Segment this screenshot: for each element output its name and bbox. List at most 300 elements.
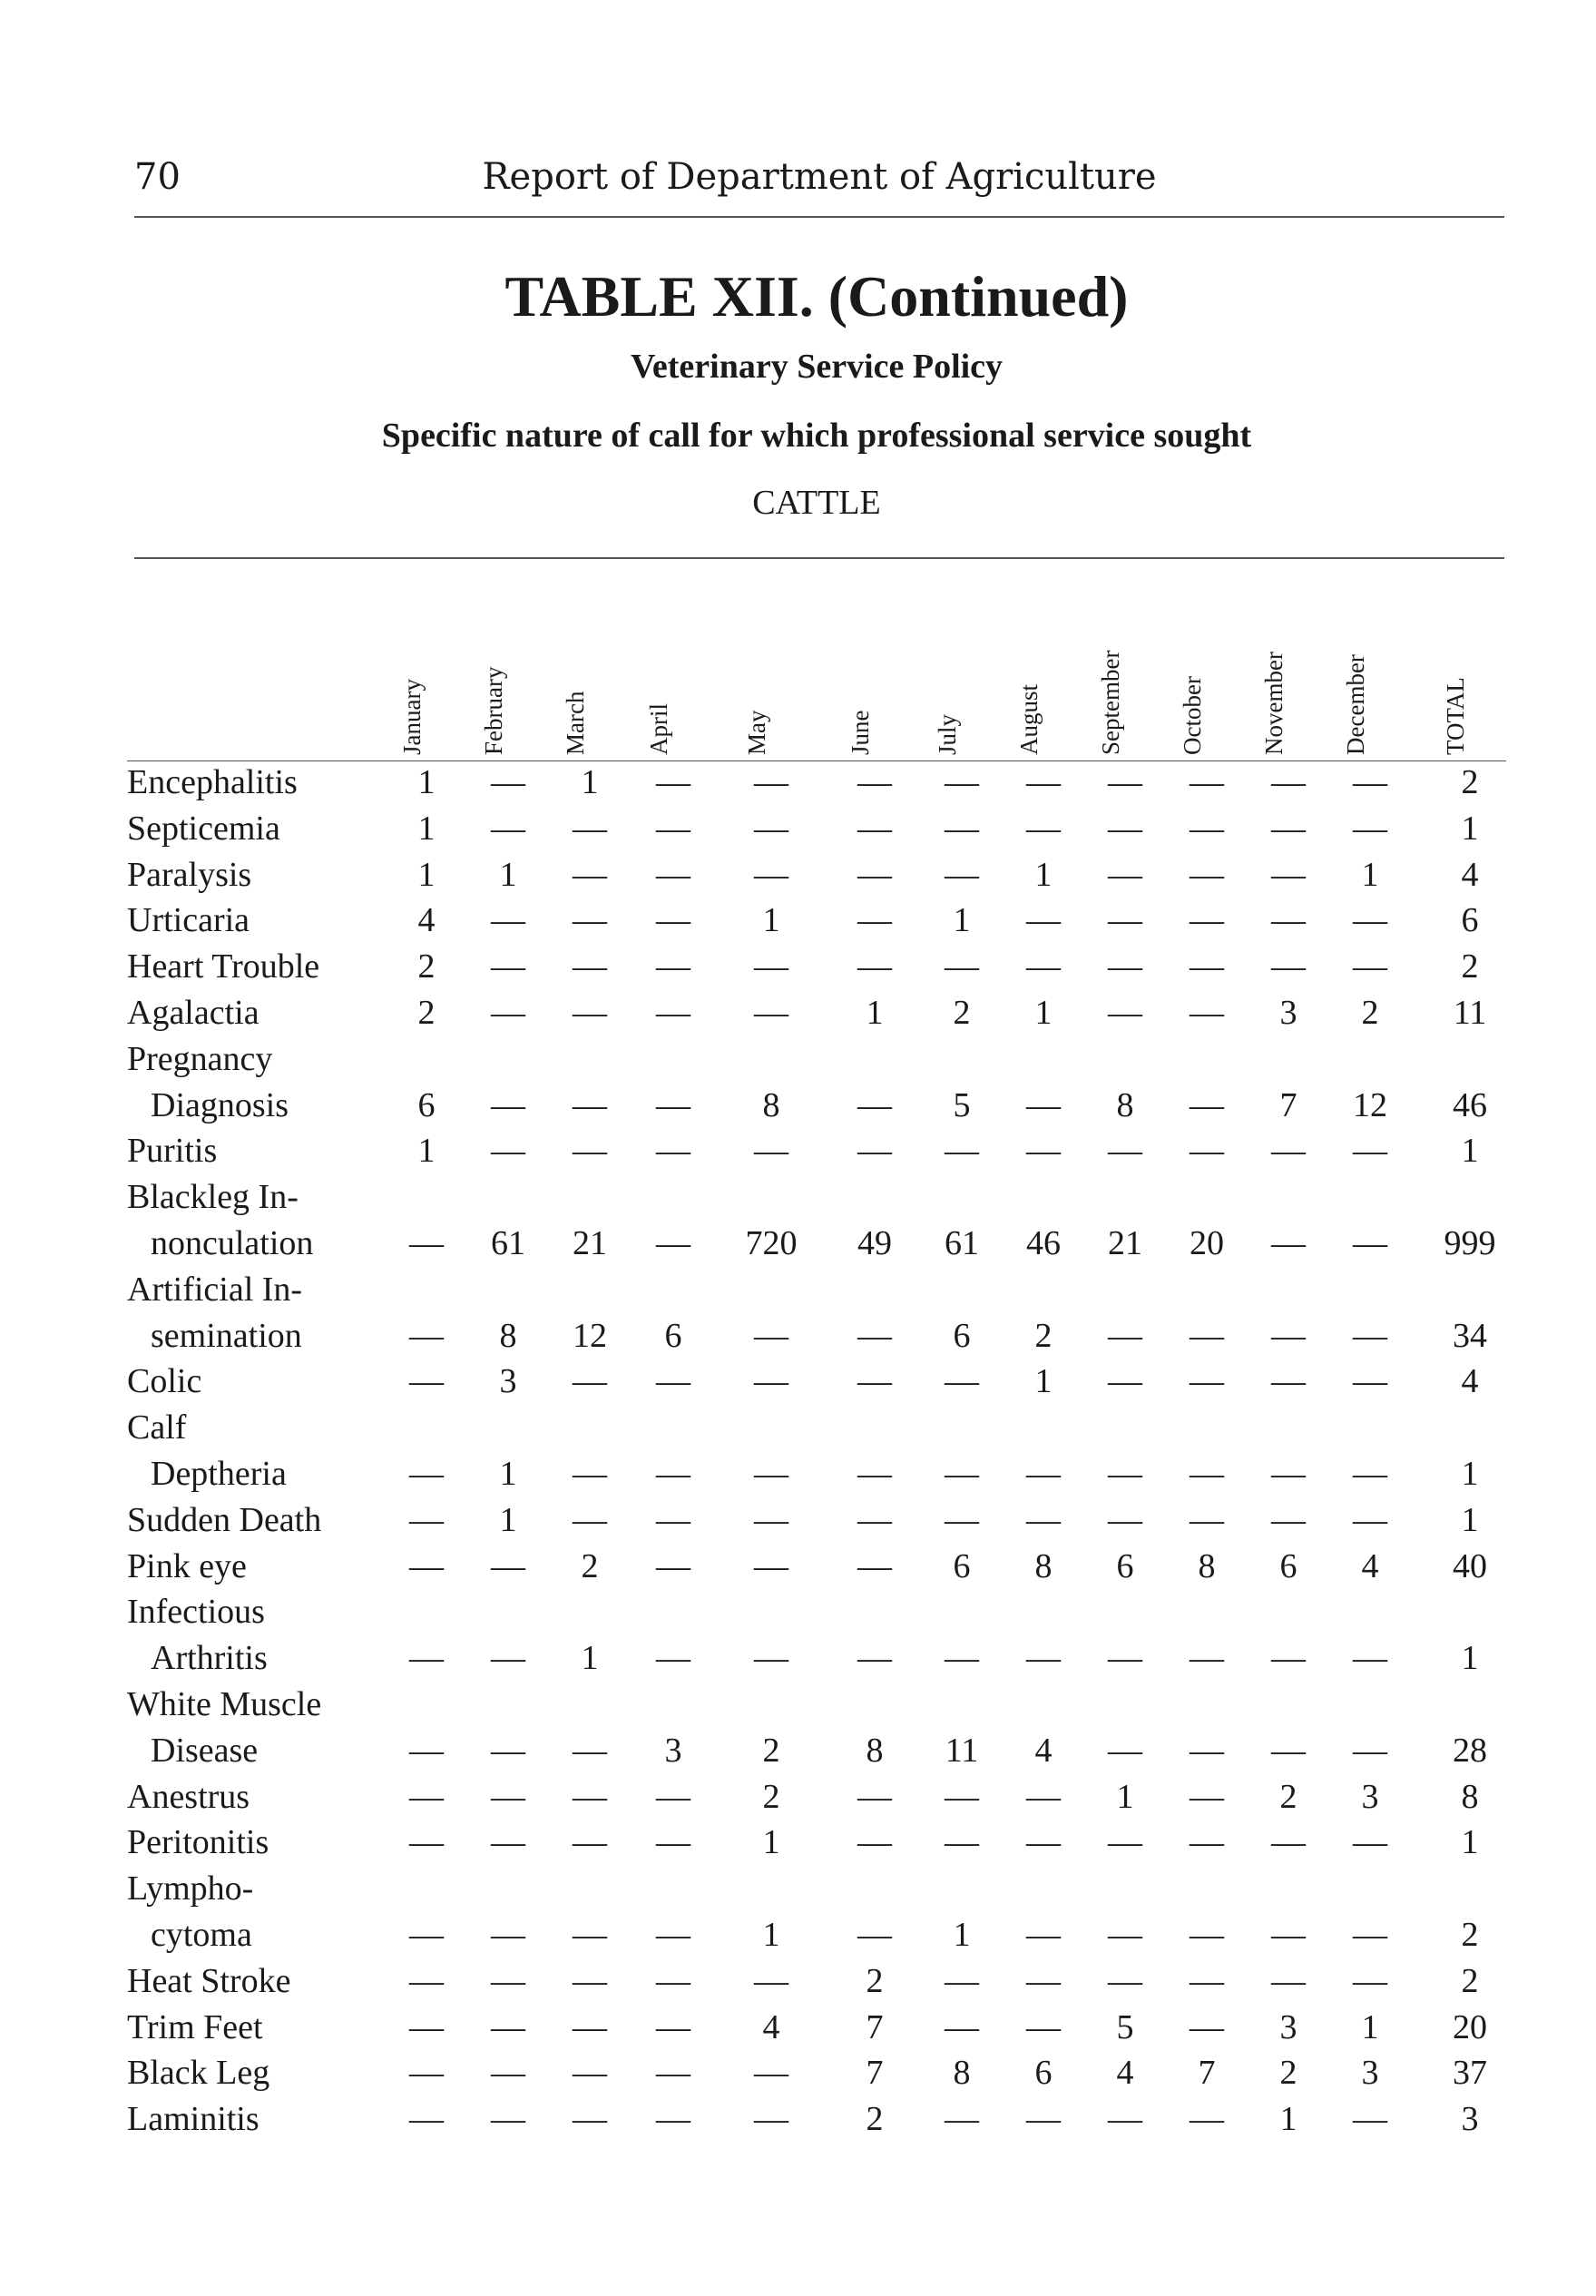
- table-cell: —: [656, 1224, 690, 1262]
- row-label: Disease: [151, 1731, 259, 1770]
- table-cell: 1: [1461, 809, 1479, 848]
- table-cell: 6: [1461, 901, 1479, 940]
- table-cell: —: [857, 1546, 892, 1585]
- table-cell: —: [945, 1500, 979, 1539]
- table-cell: —: [1271, 855, 1306, 894]
- table-cell: 8: [762, 1085, 780, 1124]
- table-cell: 4: [762, 2007, 780, 2046]
- table-cell: 1: [866, 994, 884, 1032]
- row-label: Heart Trouble: [127, 947, 320, 986]
- table-cell: 3: [664, 1731, 682, 1770]
- table-cell: —: [1190, 1961, 1224, 2000]
- table-cell: 8: [953, 2054, 971, 2093]
- row-label: Puritis: [127, 1132, 218, 1171]
- table-cell: —: [1353, 1455, 1387, 1493]
- table-row: [0, 1592, 1596, 1637]
- table-cell: —: [1190, 763, 1224, 801]
- table-cell: —: [573, 809, 607, 848]
- table-cell: —: [945, 1777, 979, 1816]
- table-cell: —: [409, 2007, 444, 2046]
- table-cell: 4: [1361, 1546, 1379, 1585]
- table-cell: 3: [1361, 1777, 1379, 1816]
- table-cell: —: [945, 1455, 979, 1493]
- table-cell: —: [1026, 1916, 1061, 1954]
- table-row: [0, 1408, 1596, 1453]
- table-cell: —: [491, 2100, 525, 2139]
- row-label: Anestrus: [127, 1777, 250, 1816]
- table-cell: —: [857, 1085, 892, 1124]
- table-cell: —: [491, 2007, 525, 2046]
- table-row: [0, 1500, 1596, 1545]
- table-cell: —: [656, 2054, 690, 2093]
- table-cell: —: [857, 855, 892, 894]
- table-row: [0, 1454, 1596, 1499]
- table-cell: —: [1271, 901, 1306, 940]
- table-row: [0, 1131, 1596, 1176]
- table-cell: —: [573, 855, 607, 894]
- table-cell: 1: [1279, 2100, 1297, 2139]
- table-cell: 7: [1279, 1085, 1297, 1124]
- table-cell: 12: [573, 1316, 607, 1355]
- table-cell: —: [1108, 1455, 1142, 1493]
- column-headers: [0, 574, 1596, 755]
- table-cell: —: [945, 855, 979, 894]
- table-cell: —: [491, 994, 525, 1032]
- column-header-label: July: [934, 713, 961, 755]
- table-cell: 11: [1453, 994, 1487, 1032]
- table-cell: —: [1026, 1961, 1061, 2000]
- column-header-label: September: [1097, 650, 1124, 755]
- table-cell: —: [1353, 1224, 1387, 1262]
- table-cell: —: [1190, 1500, 1224, 1539]
- table-cell: —: [573, 1777, 607, 1816]
- table-row: [0, 1869, 1596, 1914]
- table-cell: —: [857, 1316, 892, 1355]
- table-cell: —: [1026, 809, 1061, 848]
- table-cell: 1: [417, 809, 436, 848]
- table-cell: —: [656, 809, 690, 848]
- table-cell: —: [656, 1455, 690, 1493]
- table-cell: 1: [499, 1500, 517, 1539]
- column-header: [743, 574, 791, 755]
- table-cell: —: [1271, 1731, 1306, 1770]
- table-cell: —: [573, 1916, 607, 1954]
- table-cell: —: [754, 1546, 788, 1585]
- column-header: [1260, 574, 1308, 755]
- table-cell: —: [656, 1823, 690, 1862]
- column-header: [645, 574, 693, 755]
- table-subtitle: Veterinary Service Policy: [630, 348, 1004, 386]
- table-cell: —: [491, 947, 525, 986]
- table-cell: 8: [1198, 1546, 1216, 1585]
- table-cell: 1: [581, 1639, 599, 1678]
- table-cell: 2: [1461, 1961, 1479, 2000]
- row-label: Pink eye: [127, 1546, 247, 1585]
- table-cell: —: [754, 1132, 788, 1171]
- table-cell: —: [573, 947, 607, 986]
- table-cell: —: [1190, 1639, 1224, 1678]
- table-cell: —: [409, 1362, 444, 1401]
- row-label: Blackleg In-: [127, 1178, 299, 1217]
- table-cell: 5: [1116, 2007, 1134, 2046]
- table-description: Specific nature of call for which professional service sought: [381, 417, 1252, 455]
- table-cell: —: [1190, 901, 1224, 940]
- table-cell: —: [754, 947, 788, 986]
- table-cell: 2: [1461, 1916, 1479, 1954]
- table-row: [0, 1039, 1596, 1084]
- column-header: [1097, 574, 1145, 755]
- table-cell: 999: [1444, 1224, 1496, 1262]
- table-cell: —: [754, 1455, 788, 1493]
- table-cell: —: [857, 947, 892, 986]
- table-row: [0, 1316, 1596, 1361]
- table-cell: —: [1271, 1961, 1306, 2000]
- table-cell: 21: [573, 1224, 607, 1262]
- table-cell: —: [1026, 947, 1061, 986]
- table-cell: —: [945, 763, 979, 801]
- table-cell: 2: [762, 1777, 780, 1816]
- header-top-rule: [134, 557, 1504, 559]
- table-cell: 2: [417, 947, 436, 986]
- table-cell: —: [754, 1362, 788, 1401]
- table-row: [0, 1546, 1596, 1592]
- table-cell: —: [1353, 947, 1387, 986]
- column-header-label: March: [562, 691, 589, 755]
- table-cell: 1: [1461, 1132, 1479, 1171]
- table-cell: —: [1108, 1823, 1142, 1862]
- table-cell: —: [945, 947, 979, 986]
- table-cell: —: [857, 1823, 892, 1862]
- table-cell: —: [491, 763, 525, 801]
- table-cell: —: [1108, 1961, 1142, 2000]
- table-cell: —: [491, 901, 525, 940]
- table-cell: 1: [417, 855, 436, 894]
- table-cell: 1: [762, 1823, 780, 1862]
- table-cell: 37: [1453, 2054, 1487, 2093]
- table-cell: —: [573, 1455, 607, 1493]
- table-cell: —: [1026, 763, 1061, 801]
- row-label: Peritonitis: [127, 1823, 269, 1862]
- table-cell: —: [1108, 1500, 1142, 1539]
- table-cell: 2: [1279, 1777, 1297, 1816]
- table-cell: —: [409, 2054, 444, 2093]
- column-header: [1179, 574, 1227, 755]
- table-row: [0, 993, 1596, 1038]
- table-cell: 8: [1034, 1546, 1053, 1585]
- row-label: Sudden Death: [127, 1500, 322, 1539]
- table-cell: 2: [417, 994, 436, 1032]
- table-cell: —: [1190, 1085, 1224, 1124]
- table-row: [0, 900, 1596, 946]
- table-cell: 6: [417, 1085, 436, 1124]
- table-row: [0, 855, 1596, 900]
- table-row: [0, 1085, 1596, 1131]
- table-cell: 8: [499, 1316, 517, 1355]
- row-label: Agalactia: [127, 994, 259, 1032]
- table-cell: —: [491, 1132, 525, 1171]
- table-cell: —: [656, 1500, 690, 1539]
- table-cell: 720: [745, 1224, 798, 1262]
- table-cell: 20: [1453, 2007, 1487, 2046]
- table-cell: —: [1271, 1362, 1306, 1401]
- table-cell: —: [409, 1224, 444, 1262]
- table-cell: 7: [1198, 2054, 1216, 2093]
- table-cell: —: [1190, 2100, 1224, 2139]
- table-cell: —: [1271, 1500, 1306, 1539]
- table-cell: —: [1026, 1500, 1061, 1539]
- table-cell: —: [1353, 1961, 1387, 2000]
- table-row: [0, 809, 1596, 854]
- table-cell: —: [1190, 994, 1224, 1032]
- row-label: Colic: [127, 1362, 202, 1401]
- table-cell: —: [1271, 763, 1306, 801]
- table-cell: —: [656, 1639, 690, 1678]
- table-cell: 1: [762, 901, 780, 940]
- table-cell: —: [409, 1500, 444, 1539]
- table-cell: 2: [866, 2100, 884, 2139]
- table-cell: —: [1271, 1639, 1306, 1678]
- table-cell: —: [1026, 2100, 1061, 2139]
- table-cell: —: [491, 1546, 525, 1585]
- table-cell: —: [857, 809, 892, 848]
- table-cell: —: [754, 763, 788, 801]
- table-cell: 1: [1116, 1777, 1134, 1816]
- table-cell: 2: [866, 1961, 884, 2000]
- column-header-label: February: [480, 666, 507, 755]
- table-row: [0, 2007, 1596, 2053]
- table-cell: —: [491, 1823, 525, 1862]
- table-cell: —: [857, 1916, 892, 1954]
- table-cell: —: [945, 1132, 979, 1171]
- running-head: [134, 156, 1504, 211]
- row-label: Laminitis: [127, 2100, 259, 2139]
- table-row: [0, 1822, 1596, 1868]
- table-cell: 20: [1190, 1224, 1224, 1262]
- table-row: [0, 1961, 1596, 2007]
- table-cell: —: [754, 809, 788, 848]
- table-row: [0, 762, 1596, 808]
- table-cell: —: [1271, 809, 1306, 848]
- table-cell: —: [1026, 1132, 1061, 1171]
- table-cell: 8: [1116, 1085, 1134, 1124]
- table-cell: —: [491, 1777, 525, 1816]
- table-row: [0, 1270, 1596, 1315]
- table-cell: 3: [1361, 2054, 1379, 2093]
- table-cell: —: [656, 2100, 690, 2139]
- table-cell: 49: [857, 1224, 892, 1262]
- table-cell: 1: [499, 1455, 517, 1493]
- table-cell: 34: [1453, 1316, 1487, 1355]
- table-category: CATTLE: [752, 484, 881, 522]
- table-cell: —: [491, 2054, 525, 2093]
- row-label: Diagnosis: [151, 1085, 289, 1124]
- table-cell: 1: [1361, 855, 1379, 894]
- table-cell: 6: [1034, 2054, 1053, 2093]
- table-cell: 61: [491, 1224, 525, 1262]
- table-cell: —: [1108, 855, 1142, 894]
- table-cell: —: [1353, 1316, 1387, 1355]
- table-cell: —: [573, 2007, 607, 2046]
- table-cell: 3: [1279, 994, 1297, 1032]
- table-cell: 5: [953, 1085, 971, 1124]
- table-cell: —: [573, 994, 607, 1032]
- table-cell: —: [1190, 809, 1224, 848]
- row-label: Septicemia: [127, 809, 280, 848]
- table-cell: 4: [417, 901, 436, 940]
- table-cell: 4: [1034, 1731, 1053, 1770]
- table-cell: —: [656, 947, 690, 986]
- table-cell: —: [409, 1455, 444, 1493]
- table-cell: —: [573, 1961, 607, 2000]
- column-header: [398, 574, 446, 755]
- table-cell: —: [857, 901, 892, 940]
- table-cell: —: [409, 1546, 444, 1585]
- table-cell: —: [1108, 1132, 1142, 1171]
- table-cell: 1: [1361, 2007, 1379, 2046]
- table-cell: —: [656, 1961, 690, 2000]
- table-cell: 1: [1461, 1823, 1479, 1862]
- table-cell: —: [409, 1916, 444, 1954]
- table-cell: —: [1353, 1132, 1387, 1171]
- row-label: Infectious: [127, 1593, 265, 1632]
- table-cell: 3: [499, 1362, 517, 1401]
- table-cell: 6: [1279, 1546, 1297, 1585]
- table-cell: —: [1271, 1224, 1306, 1262]
- table-cell: 46: [1026, 1224, 1061, 1262]
- table-cell: —: [857, 1777, 892, 1816]
- row-label: Encephalitis: [127, 763, 298, 801]
- table-cell: —: [857, 1132, 892, 1171]
- table-cell: —: [491, 1961, 525, 2000]
- table-row: [0, 1223, 1596, 1269]
- table-cell: —: [1353, 1731, 1387, 1770]
- table-cell: —: [1190, 1777, 1224, 1816]
- table-cell: —: [1271, 1823, 1306, 1862]
- table-cell: —: [1353, 1639, 1387, 1678]
- table-cell: 3: [1461, 2100, 1479, 2139]
- column-header-label: January: [398, 679, 426, 755]
- table-cell: —: [1026, 1823, 1061, 1862]
- table-cell: —: [857, 1639, 892, 1678]
- column-header: [480, 574, 528, 755]
- table-cell: —: [1353, 901, 1387, 940]
- table-cell: 40: [1453, 1546, 1487, 1585]
- table-cell: —: [754, 855, 788, 894]
- table-cell: 6: [664, 1316, 682, 1355]
- table-cell: —: [573, 1500, 607, 1539]
- table-cell: —: [857, 763, 892, 801]
- table-cell: —: [573, 1731, 607, 1770]
- table-cell: —: [656, 1085, 690, 1124]
- table-cell: —: [1190, 1823, 1224, 1862]
- table-cell: —: [754, 1639, 788, 1678]
- table-row: [0, 1731, 1596, 1776]
- table-row: [0, 2053, 1596, 2098]
- table-cell: 28: [1453, 1731, 1487, 1770]
- table-cell: 1: [953, 1916, 971, 1954]
- table-cell: —: [1108, 994, 1142, 1032]
- table-title: TABLE XII. (Continued): [504, 264, 1129, 329]
- table-cell: —: [656, 1362, 690, 1401]
- row-label: Lympho-: [127, 1869, 254, 1908]
- table-cell: 12: [1353, 1085, 1387, 1124]
- column-header-label: August: [1015, 683, 1043, 755]
- table-cell: —: [573, 2100, 607, 2139]
- table-cell: —: [1353, 1823, 1387, 1862]
- row-label: semination: [151, 1316, 302, 1355]
- table-cell: 4: [1461, 1362, 1479, 1401]
- table-cell: —: [1026, 1639, 1061, 1678]
- table-cell: 6: [1116, 1546, 1134, 1585]
- table-cell: 1: [417, 763, 436, 801]
- column-header-label: October: [1179, 676, 1206, 755]
- row-label: White Muscle: [127, 1685, 322, 1723]
- table-cell: —: [1353, 2100, 1387, 2139]
- table-cell: 1: [1461, 1500, 1479, 1539]
- table-cell: 2: [1361, 994, 1379, 1032]
- table-cell: —: [754, 2100, 788, 2139]
- top-rule: [134, 216, 1504, 218]
- table-cell: —: [491, 809, 525, 848]
- table-cell: —: [1353, 1916, 1387, 1954]
- table-cell: —: [754, 1316, 788, 1355]
- table-row: [0, 1915, 1596, 1960]
- table-cell: —: [409, 1731, 444, 1770]
- table-cell: —: [1353, 1362, 1387, 1401]
- table-cell: —: [409, 1961, 444, 2000]
- table-cell: 7: [866, 2007, 884, 2046]
- table-row: [0, 1638, 1596, 1683]
- table-cell: —: [1353, 1500, 1387, 1539]
- table-cell: 2: [1279, 2054, 1297, 2093]
- table-cell: 1: [499, 855, 517, 894]
- table-cell: —: [1190, 1316, 1224, 1355]
- table-cell: —: [656, 1546, 690, 1585]
- row-label: Artificial In-: [127, 1270, 303, 1309]
- row-label: Paralysis: [127, 855, 252, 894]
- row-label: Deptheria: [151, 1455, 287, 1493]
- table-cell: —: [409, 1639, 444, 1678]
- table-cell: —: [1108, 1639, 1142, 1678]
- table-cell: —: [656, 994, 690, 1032]
- table-cell: —: [1108, 1362, 1142, 1401]
- table-cell: 1: [1034, 1362, 1053, 1401]
- table-cell: —: [857, 1500, 892, 1539]
- table-cell: —: [1190, 1731, 1224, 1770]
- row-label: nonculation: [151, 1224, 314, 1262]
- header-bottom-rule: [127, 760, 1506, 761]
- table-cell: —: [573, 1362, 607, 1401]
- row-label: Urticaria: [127, 901, 250, 940]
- table-cell: —: [857, 1362, 892, 1401]
- table-cell: 2: [1461, 947, 1479, 986]
- table-cell: —: [945, 1362, 979, 1401]
- table-row: [0, 1177, 1596, 1222]
- table-cell: —: [1108, 1731, 1142, 1770]
- table-cell: 2: [581, 1546, 599, 1585]
- table-cell: —: [1353, 763, 1387, 801]
- table-cell: —: [945, 1639, 979, 1678]
- table-row: [0, 1777, 1596, 1822]
- table-cell: —: [945, 2007, 979, 2046]
- table-cell: 1: [762, 1916, 780, 1954]
- table-cell: —: [656, 901, 690, 940]
- table-cell: —: [573, 2054, 607, 2093]
- table-cell: —: [754, 1500, 788, 1539]
- table-cell: 6: [953, 1316, 971, 1355]
- table-cell: —: [656, 1777, 690, 1816]
- column-header-label: November: [1260, 652, 1288, 755]
